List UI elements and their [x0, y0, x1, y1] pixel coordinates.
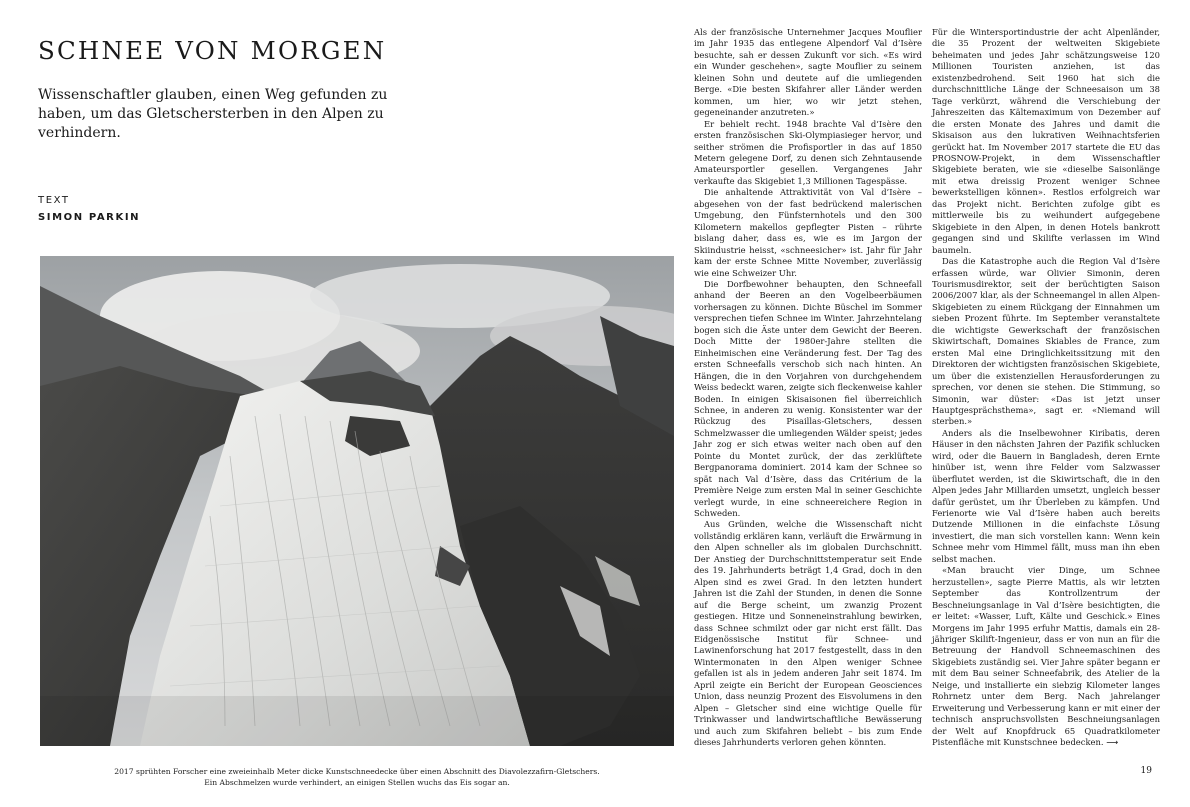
paragraph-last — [932, 565, 1160, 748]
paragraph: Anders als die Inselbewohner Kiribatis, deren Häuser in den nächsten Jahren der Pazifik schlucken wird, oder die Bauern in Bangladesh, deren Ernte hinüber ist, wenn ihre Felder vom Salzwasser überflutet werden, ist die Skiwirtschaft, die in den Alpen jedes Jahr Milliarden umsetzt, ungleich besser dafür gerüstet, um ihr Überleben zu kämpfen. Und Ferienorte wie Val d’Isère haben auch bereits Dutzende Millionen in die einfachste Lösung investiert, die man sich vorstellen kann: Wenn kein Schnee mehr vom Himmel fällt, muss man ihn eben selbst machen. — [932, 427, 1160, 564]
paragraph-text: «Man braucht vier Dinge, um Schnee herzustellen», sagte Pierre Mattis, als wir letzten September das Kontrollzentrum der Beschneiungsanlage in Val d’Isère besichtigten, die er leitet: «Wasser, Luft, Kälte und Geschick.» Eines Morgens im Jahr 1995 erfuhr Mattis, damals ein 28-jähriger Skilift-Ingenieur, dass er von nun an für die Betreuung der Handvoll Schneemaschinen des Skigebiets zuständig sei. Vier Jahre später begann er mit dem Bau seiner Schneefabrik, des Atelier de la Neige, und installierte ein siebzig Kilometer langes Rohrnetz unter dem Berg. Nach jahrelanger Erweiterung und Verbesserung kann er mit einer der technisch anspruchsvollsten Beschneiungsanlagen der Welt auf Knopfdruck 65 Quadratkilometer Pistenfläche mit Kunstschnee bedecken. — [932, 565, 1160, 748]
caption-line-1: 2017 sprühten Forscher eine zweieinhalb Meter dicke Kunstschneedecke über einen Abschnitt des Diavolezzafirn-Gletschers. — [114, 767, 600, 776]
paragraph: Die Dorfbewohner behaupten, den Schneefall anhand der Beeren an den Vogelbeerbäumen vorhersagen zu können. Dichte Büschel im Sommer versprechen tiefen Schnee im Winter. Jahrzehntelang bogen sich die Äste unter dem Gewicht der Beeren. Doch Mitte der 1980er-Jahre stellten die Einheimischen eine Veränderung fest. Der Tag des ersten Schneefalls verschob sich nach hinten. An Hängen, die in den Vorjahren von durchgehendem Weiss bedeckt waren, zeigte sich fleckenweise kahler Boden. In einigen Skisaisonen fiel überreichlich Schnee, in anderen zu wenig. Konsistenter war der Rückzug des Pisaillas-Gletschers, dessen Schmelzwasser die umliegenden Wälder speist; jedes Jahr zog er sich etwas weiter nach oben auf den Pointe du Montet zurück, der das zerklüftete Bergpanorama dominiert. 2014 kam der Schnee so spät nach Val d’Isère, dass das Critérium de la Première Neige zum ersten Mal in seiner Geschichte verlegt wurde, in eine schneereichere Region in Schweden. — [694, 278, 922, 519]
text-column-2 — [932, 27, 1160, 749]
paragraph: Er behielt recht. 1948 brachte Val d’Isère den ersten französischen Ski-Olympiasieger hervor, und seither strömen die Profisportler in das auf 1850 Metern gelegene Dorf, zu denen sich Zehntausende Amateursportler gesellen. Vergangenes Jahr verkaufte das Skigebiet 1,3 Millionen Tagespässe. — [694, 118, 922, 186]
photo-caption — [40, 766, 674, 788]
continue-arrow-icon: ⟶ — [1106, 737, 1119, 748]
paragraph: Die anhaltende Attraktivität von Val d’Isère – abgesehen von der fast bedrückend malerischen Umgebung, den Fünfsternhotels und den 300 Kilometern makellos gepflegter Pisten – rührte bislang daher, dass es, wie es im Jargon der Skiindustrie heisst, «schneesicher» ist. Jahr für Jahr kam der erste Schnee Mitte November, zuverlässig wie eine Schweizer Uhr. — [694, 187, 922, 278]
paragraph: Für die Wintersportindustrie der acht Alpenländer, die 35 Prozent der weltweiten Skigebiete beheimaten und jedes Jahr schätzungsweise 120 Millionen Touristen anziehen, ist das existenzbedrohend. Seit 1960 hat sich die durchschnittliche Länge der Schneesaison um 38 Tage verkürzt, während die Verschiebung der Jahreszeiten das Kältemaximum von Dezember auf die ersten Monate des Jahres und damit die Skisaison aus den lukrativen Weihnachtsferien gerückt hat. Im November 2017 startete die EU das PROSNOW-Projekt, in dem Wissenschaftler Skigebiete beraten, wie sie «dieselbe Saisonlänge mit etwa dreissig Prozent weniger Schnee bewerkstelligen können». Restlos erfolgreich war das Projekt nicht. Berichten zufolge gibt es mittlerweile bis zu weihundert aufgegebene Skigebiete in den Alpen, in denen Hotels bankrott gegangen sind und Skilifte verlassen im Wind baumeln. — [932, 27, 1160, 255]
paragraph: Als der französische Unternehmer Jacques Mouflier im Jahr 1935 das entlegene Alpendorf Val d’Isère besuchte, sah er dessen Zukunft vor sich. «Es wird ein Wunder geschehen», sagte Mouflier zu seinem kleinen Sohn und deutete auf die umliegenden Berge. «Die besten Skifahrer aller Länder werden kommen, um hier, wo wir jetzt stehen, gegeneinander anzutreten.» — [694, 27, 922, 118]
paragraph: Das die Katastrophe auch die Region Val d’Isère erfassen würde, war Olivier Simonin, deren Tourismusdirektor, seit der berüchtigten Saison 2006/2007 klar, als der Schneemangel in allen Alpen-Skigebieten zu einem Rückgang der Einnahmen um sieben Prozent führte. Im September veranstaltete die wichtigste Gewerkschaft der französischen Skiwirtschaft, Domaines Skiables de France, zum ersten Mal eine Dringlichkeitssitzung mit den Direktoren der wichtigsten französischen Skigebiete, um über die existenziellen Herausforderungen zu sprechen, vor denen sie stehen. Die Stimmung, so Simonin, war düster: «Das ist jetzt unser Hauptgesprächsthema», sagt er. «Niemand will sterben.» — [932, 256, 1160, 427]
text-column-1 — [694, 27, 922, 749]
paragraph: Aus Gründen, welche die Wissenschaft nicht vollständig erklären kann, verläuft die Erwärmung in den Alpen schneller als im globalen Durchschnitt. Der Anstieg der Durchschnittstemperatur seit Ende des 19. Jahrhunderts beträgt 1,4 Grad, doch in den Alpen sind es zwei Grad. In den letzten hundert Jahren ist die Zahl der Stunden, in denen die Sonne auf die Berge scheint, um zwanzig Prozent gestiegen. Hitze und Sonneneinstrahlung bewirken, dass Schnee schmilzt oder gar nicht erst fällt. Das Eidgenössische Institut für Schnee- und Lawinenforschung hat 2017 festgestellt, dass in den Wintermonaten in den Alpen weniger Schnee gefallen ist als in jedem anderen Jahr seit 1874. Im April zeigte ein Bericht der European Geosciences Union, dass neunzig Prozent des Eisvolumens in den Alpen – Gletscher sind eine wichtige Quelle für Trinkwasser und landwirtschaftliche Bewässerung und auch zum Skifahren beliebt – bis zum Ende dieses Jahrhunderts verloren gehen könnten. — [694, 519, 922, 748]
glacier-photo — [40, 256, 674, 746]
author-name: SIMON PARKIN — [38, 212, 141, 223]
caption-line-2: Ein Abschmelzen wurde verhindert, an einigen Stellen wuchs das Eis sogar an. — [204, 778, 510, 787]
credit-label: TEXT — [38, 195, 70, 206]
page-number: 19 — [1140, 766, 1152, 776]
article-subtitle: Wissenschaftler glauben, einen Weg gefunden zu haben, um das Gletschersterben in den Alpen zu verhindern. — [38, 87, 388, 141]
article-title: SCHNEE VON MORGEN — [38, 36, 387, 65]
author-credit — [38, 192, 140, 226]
